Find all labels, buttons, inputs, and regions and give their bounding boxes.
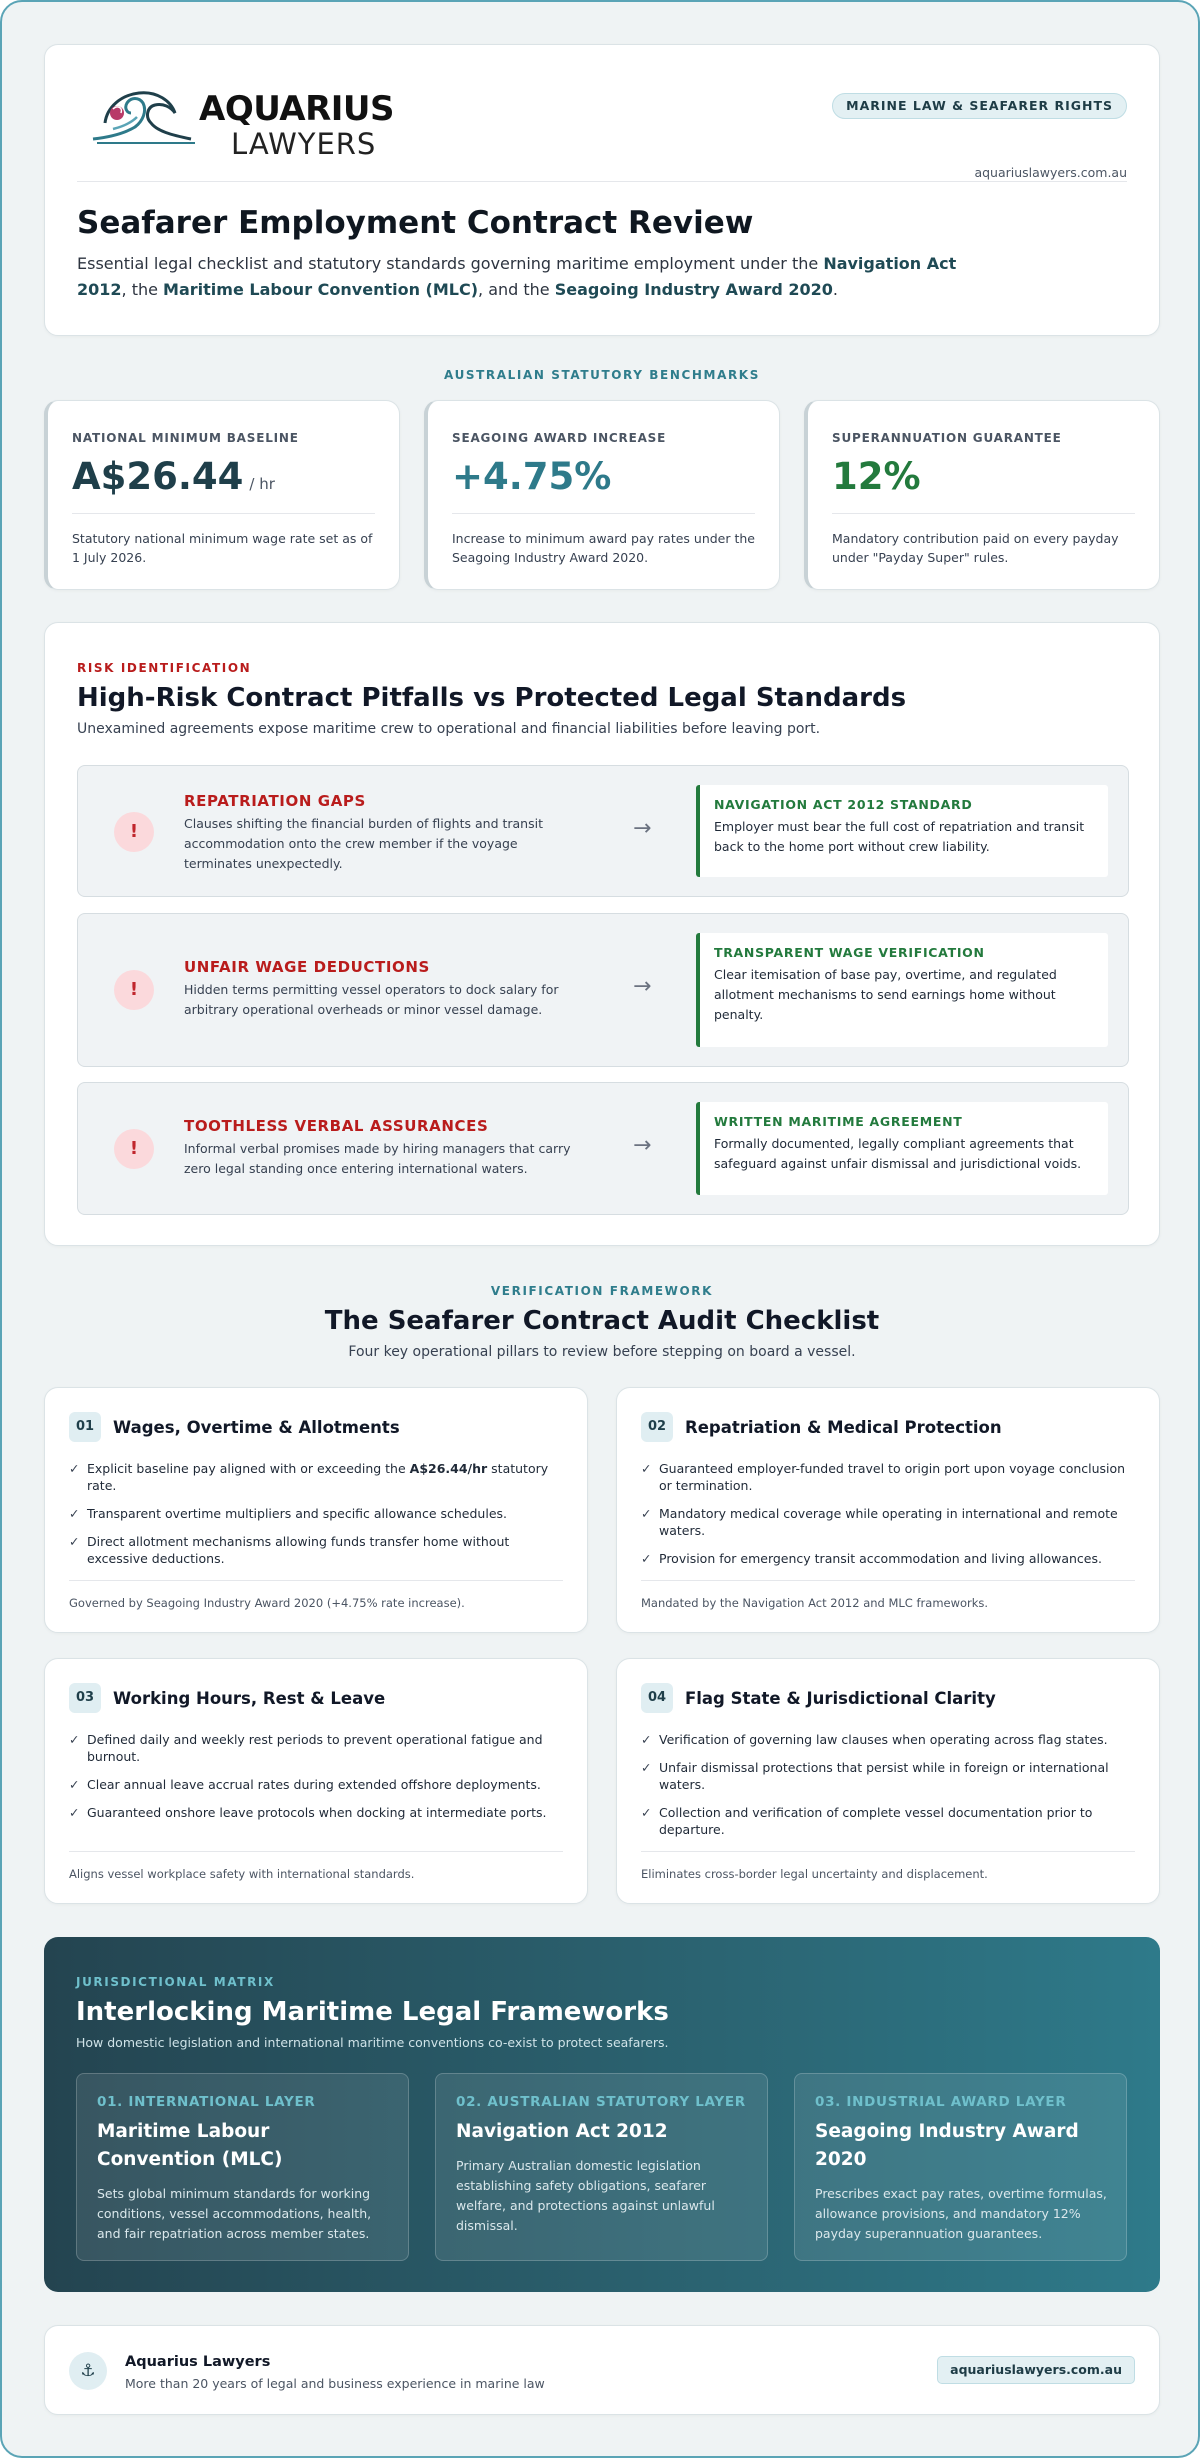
footer-site-link[interactable]: aquariuslawyers.com.au <box>937 2356 1135 2384</box>
stat-desc: Increase to minimum award pay rates under the Seagoing Industry Award 2020. <box>452 531 755 565</box>
list-item: ✓ Guaranteed employer-funded travel to origin port upon voyage conclusion or termination. <box>641 1461 1126 1493</box>
stat-label: SUPERANNUATION GUARANTEE <box>832 431 1062 445</box>
card-title: Working Hours, Rest & Leave <box>113 1689 386 1708</box>
checklist-eyebrow: VERIFICATION FRAMEWORK <box>490 1284 714 1298</box>
checklist-items <box>69 1460 563 1578</box>
standard-box <box>696 785 1108 877</box>
footer-card <box>44 2325 1160 2415</box>
stat-value: A$26.44 / hr <box>72 455 275 498</box>
footer-company-name: Aquarius Lawyers <box>125 2354 271 2370</box>
card-title: Flag State & Jurisdictional Clarity <box>685 1689 996 1708</box>
checklist-subtitle: Four key operational pillars to review before stepping on board a vessel. <box>348 1344 856 1360</box>
arrow-right-icon: → <box>633 1133 652 1158</box>
matrix-card-statutory <box>435 2073 768 2261</box>
warning-icon: ! <box>114 812 154 852</box>
stat-label: SEAGOING AWARD INCREASE <box>452 431 667 445</box>
matrix-subtitle: How domestic legislation and international maritime conventions co-exist to protect seafarers. <box>76 2035 669 2050</box>
header-site-link[interactable]: aquariuslawyers.com.au <box>974 165 1127 180</box>
standard-desc: Employer must bear the full cost of repatriation and transit back to the home port without crew liability. <box>714 819 1085 854</box>
list-item: ✓ Explicit baseline pay aligned with or exceeding the A$26.44/hr statutory rate. <box>69 1461 549 1493</box>
check-icon: ✓ <box>69 1506 80 1521</box>
list-item: ✓ Guaranteed onshore leave protocols when docking at intermediate ports. <box>69 1805 547 1820</box>
logo-wordmark-bottom: LAWYERS <box>231 127 377 161</box>
list-item: ✓ Provision for emergency transit accommodation and living allowances. <box>641 1551 1102 1566</box>
standard-title: TRANSPARENT WAGE VERIFICATION <box>714 945 985 960</box>
card-title: Wages, Overtime & Allotments <box>113 1418 400 1437</box>
intro-law-3: Seagoing Industry Award 2020 <box>554 280 833 299</box>
list-item: ✓ Direct allotment mechanisms allowing funds transfer home without excessive deductions. <box>69 1534 510 1566</box>
stat-value: 12% <box>832 455 921 498</box>
list-item: ✓ Transparent overtime multipliers and specific allowance schedules. <box>69 1506 508 1521</box>
card-footer-note: Governed by Seagoing Industry Award 2020 (+4.75% rate increase). <box>69 1596 465 1610</box>
card-number-badge: 03 <box>69 1683 101 1713</box>
checklist-card-wages <box>44 1387 588 1633</box>
benchmarks-eyebrow: AUSTRALIAN STATUTORY BENCHMARKS <box>444 368 760 382</box>
stat-value: +4.75% <box>452 455 612 498</box>
check-icon: ✓ <box>69 1461 80 1476</box>
risk-row-wage-deductions <box>77 913 1129 1067</box>
risk-row-repatriation <box>77 765 1129 897</box>
check-icon: ✓ <box>641 1506 652 1521</box>
check-icon: ✓ <box>641 1760 652 1775</box>
checklist-card-flag-state <box>616 1658 1160 1904</box>
header-card <box>44 44 1160 336</box>
layer-title: Navigation Act 2012 <box>456 2121 668 2142</box>
matrix-title: Interlocking Maritime Legal Frameworks <box>76 1997 669 2027</box>
list-item: ✓ Clear annual leave accrual rates during extended offshore deployments. <box>69 1777 541 1792</box>
check-icon: ✓ <box>641 1551 652 1566</box>
warning-icon: ! <box>114 970 154 1010</box>
list-item: ✓ Verification of governing law clauses when operating across flag states. <box>641 1732 1108 1747</box>
card-footer-note: Mandated by the Navigation Act 2012 and MLC frameworks. <box>641 1596 989 1610</box>
standard-box <box>696 933 1108 1047</box>
risk-desc: Informal verbal promises made by hiring managers that carry zero legal standing once entering international waters. <box>184 1141 571 1176</box>
layer-title: Seagoing Industry Award 2020 <box>815 2121 1079 2170</box>
card-footer-note: Eliminates cross-border legal uncertainty and displacement. <box>641 1867 988 1881</box>
checklist-items <box>641 1731 1135 1849</box>
list-item: ✓ Defined daily and weekly rest periods to prevent operational fatigue and burnout. <box>69 1732 543 1764</box>
standard-title: NAVIGATION ACT 2012 STANDARD <box>714 797 973 812</box>
intro-law-1: Navigation Act 2012 <box>77 254 957 299</box>
standard-desc: Formally documented, legally compliant agreements that safeguard against unfair dismissal and jurisdictional voids. <box>714 1136 1082 1171</box>
list-item: ✓ Unfair dismissal protections that persist while in foreign or international waters. <box>641 1760 1109 1792</box>
checklist-card-working-hours <box>44 1658 588 1904</box>
list-item: ✓ Mandatory medical coverage while operating in international and remote waters. <box>641 1506 1118 1538</box>
page-title: Seafarer Employment Contract Review <box>77 205 754 241</box>
intro-text: Essential legal checklist and statutory standards governing maritime employment under the Navigation Act 2012, the Maritime Labour Convention (MLC), and the Seagoing Industry Award 2020. <box>77 254 957 299</box>
check-icon: ✓ <box>69 1777 80 1792</box>
arrow-right-icon: → <box>633 974 652 999</box>
risk-eyebrow: RISK IDENTIFICATION <box>77 661 252 675</box>
layer-title: Maritime Labour Convention (MLC) <box>97 2121 283 2170</box>
risk-desc: Hidden terms permitting vessel operators to dock salary for arbitrary operational overheads or minor vessel damage. <box>184 982 559 1017</box>
layer-label: 02. AUSTRALIAN STATUTORY LAYER <box>456 2094 746 2110</box>
stat-desc: Statutory national minimum wage rate set as of 1 July 2026. <box>72 531 373 565</box>
stat-unit: / hr <box>249 475 275 493</box>
layer-desc: Prescribes exact pay rates, overtime formulas, allowance provisions, and mandatory 12% payday superannuation guarantees. <box>815 2186 1107 2241</box>
check-icon: ✓ <box>69 1805 80 1820</box>
card-footer-note: Aligns vessel workplace safety with international standards. <box>69 1867 415 1881</box>
check-icon: ✓ <box>69 1732 80 1747</box>
intro-law-2: Maritime Labour Convention (MLC) <box>163 280 479 299</box>
logo-wordmark-top: AQUARIUS <box>199 89 395 129</box>
standard-desc: Clear itemisation of base pay, overtime, and regulated allotment mechanisms to send earnings home without penalty. <box>714 967 1057 1022</box>
layer-desc: Primary Australian domestic legislation establishing safety obligations, seafarer welfare, and protections against unlawful dismissal. <box>456 2158 715 2233</box>
matrix-card-award <box>794 2073 1127 2261</box>
card-number-badge: 04 <box>641 1683 673 1713</box>
checklist-items <box>641 1460 1135 1578</box>
checklist-card-repatriation <box>616 1387 1160 1633</box>
standard-title: WRITTEN MARITIME AGREEMENT <box>714 1114 963 1129</box>
company-logo <box>91 87 395 161</box>
check-icon: ✓ <box>641 1732 652 1747</box>
standard-box <box>696 1102 1108 1195</box>
anchor-icon: ⚓ <box>69 2352 107 2390</box>
check-icon: ✓ <box>641 1461 652 1476</box>
risk-subtitle: Unexamined agreements expose maritime crew to operational and financial liabilities before leaving port. <box>77 721 821 737</box>
check-icon: ✓ <box>69 1534 80 1549</box>
matrix-card-international <box>76 2073 409 2261</box>
checklist-items <box>69 1731 563 1832</box>
layer-label: 01. INTERNATIONAL LAYER <box>97 2094 316 2110</box>
stat-card-award-increase <box>424 400 780 590</box>
stat-card-superannuation <box>804 400 1160 590</box>
risk-section <box>44 622 1160 1246</box>
risk-row-verbal-assurances <box>77 1082 1129 1215</box>
layer-desc: Sets global minimum standards for working conditions, vessel accommodations, health, and fair repatriation across member states. <box>97 2186 372 2241</box>
footer-tagline: More than 20 years of legal and business experience in marine law <box>125 2376 545 2391</box>
checklist-title: The Seafarer Contract Audit Checklist <box>324 1306 880 1336</box>
wave-logo-icon <box>91 87 201 149</box>
matrix-eyebrow: JURISDICTIONAL MATRIX <box>76 1975 275 1989</box>
jurisdictional-matrix <box>44 1937 1160 2292</box>
practice-tag: MARINE LAW & SEAFARER RIGHTS <box>832 93 1127 119</box>
card-number-badge: 02 <box>641 1412 673 1442</box>
arrow-right-icon: → <box>633 816 652 841</box>
header-divider <box>77 181 1127 182</box>
highlight-rate: A$26.44/hr <box>409 1461 488 1476</box>
stat-card-minimum-wage <box>44 400 400 590</box>
layer-label: 03. INDUSTRIAL AWARD LAYER <box>815 2094 1067 2110</box>
list-item: ✓ Collection and verification of complete vessel documentation prior to departure. <box>641 1805 1093 1837</box>
warning-icon: ! <box>114 1129 154 1169</box>
card-number-badge: 01 <box>69 1412 101 1442</box>
risk-title-text: UNFAIR WAGE DEDUCTIONS <box>184 958 430 976</box>
risk-title: High-Risk Contract Pitfalls vs Protected Legal Standards <box>77 683 907 713</box>
stat-desc: Mandatory contribution paid on every payday under "Payday Super" rules. <box>832 531 1119 565</box>
risk-desc: Clauses shifting the financial burden of flights and transit accommodation onto the crew member if the voyage terminates unexpectedly. <box>184 816 543 871</box>
risk-title-text: REPATRIATION GAPS <box>184 792 366 810</box>
risk-title-text: TOOTHLESS VERBAL ASSURANCES <box>184 1117 489 1135</box>
check-icon: ✓ <box>641 1805 652 1820</box>
card-title: Repatriation & Medical Protection <box>685 1418 1002 1437</box>
stat-label: NATIONAL MINIMUM BASELINE <box>72 431 299 445</box>
